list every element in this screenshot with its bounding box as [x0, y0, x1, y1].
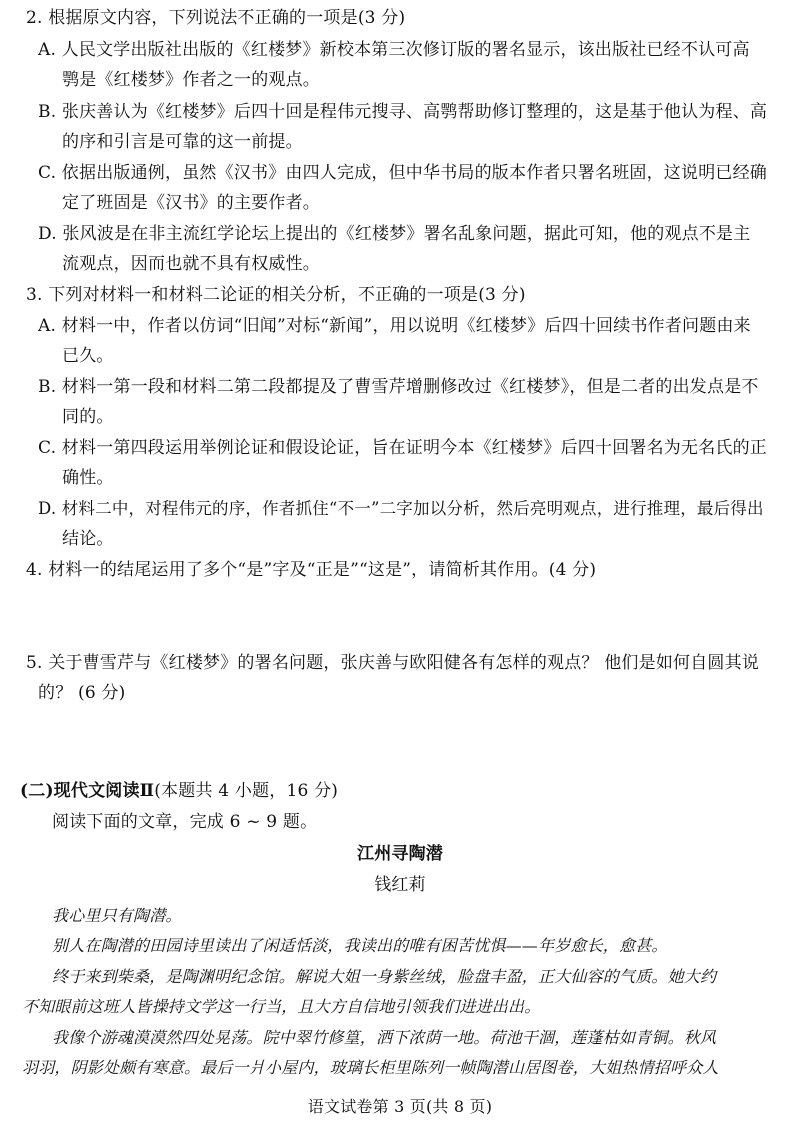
question-3-stem: 3. 下列对材料一和材料二论证的相关分析，不正确的一项是(3 分) [26, 285, 526, 305]
question-3-option-c: C. 材料一第四段运用举例论证和假设论证，旨在证明今本《红楼梦》后四十回署名为无名氏的正 [38, 438, 768, 458]
page-footer: 语文试卷第 3 页(共 8 页) [307, 1097, 493, 1116]
question-2-option-c-cont: 定了班固是《汉书》的主要作者。 [62, 193, 320, 213]
article-paragraph-4: 我像个游魂漠漠然四处晃荡。院中翠竹修篁，洒下浓荫一地。荷池干涸，莲蓬枯如青铜。秋风 [52, 1028, 717, 1047]
article-title: 江州寻陶潜 [357, 844, 443, 864]
question-2-option-b-cont: 的序和引言是可靠的这一前提。 [62, 132, 303, 152]
question-2-option-a-cont: 鹗是《红楼梦》作者之一的观点。 [62, 70, 320, 90]
question-2-option-a: A. 人民文学出版社出版的《红楼梦》新校本第三次修订版的署名显示，该出版社已经不认可高 [38, 40, 750, 60]
article-paragraph-1: 我心里只有陶潜。 [52, 906, 182, 925]
question-3-option-d: D. 材料二中，对程伟元的序，作者抓住“不一”二字加以分析，然后亮明观点，进行推理，最后得出 [38, 499, 764, 518]
question-3-option-d-cont: 结论。 [62, 529, 114, 549]
article-paragraph-3-cont: 不知眼前这班人皆操持文学这一行当，且大方自信地引领我们进进出出。 [22, 997, 541, 1016]
question-3-option-a: A. 材料一中，作者以仿词“旧闻”对标“新闻”，用以说明《红楼梦》后四十回续书作者问题由来 [38, 316, 751, 336]
question-3-option-b-cont: 同的。 [62, 407, 114, 427]
section-heading-bold: (二)现代文阅读Ⅱ [20, 781, 155, 801]
question-2-option-d-cont: 流观点，因而也就不具有权威性。 [62, 254, 320, 274]
question-3-option-c-cont: 确性。 [62, 468, 114, 488]
question-2-option-c: C. 依据出版通例，虽然《汉书》由四人完成，但中华书局的版本作者只署名班固，这说明已经确 [38, 163, 768, 183]
question-2-option-d: D. 张风波是在非主流红学论坛上提出的《红楼梦》署名乱象问题，据此可知，他的观点不是主 [38, 224, 751, 244]
article-paragraph-4-cont: 羽羽，阴影处颇有寒意。最后一爿小屋内，玻璃长柜里陈列一帧陶潜山居图卷，大姐热情招呼众人 [22, 1058, 719, 1077]
section-heading-note: (本题共 4 小题，16 分) [154, 781, 339, 801]
question-5-stem-cont: 的？ (6 分) [38, 683, 126, 703]
question-2-stem: 2. 根据原文内容，下列说法不正确的一项是(3 分) [26, 8, 406, 28]
question-3-option-b: B. 材料一第一段和材料二第二段都提及了曹雪芹增删修改过《红楼梦》，但是二者的出发点是不 [38, 377, 759, 397]
question-4-stem: 4. 材料一的结尾运用了多个“是”字及“正是”“这是”，请简析其作用。(4 分) [26, 560, 597, 580]
question-3-option-a-cont: 已久。 [62, 346, 114, 366]
section-instruction: 阅读下面的文章，完成 6 ~ 9 题。 [52, 812, 318, 832]
article-paragraph-2: 别人在陶潜的田园诗里读出了闲适恬淡，我读出的唯有困苦忧惧——年岁愈长，愈甚。 [52, 936, 668, 955]
article-paragraph-3: 终于来到柴桑，是陶渊明纪念馆。解说大姐一身紫丝绒，脸盘丰盈，正大仙容的气质。她大约 [52, 967, 717, 986]
article-author: 钱红莉 [374, 875, 426, 895]
section-heading [20, 781, 338, 801]
question-2-option-b: B. 张庆善认为《红楼梦》后四十回是程伟元搜寻、高鹗帮助修订整理的，这是基于他认为程、高 [38, 102, 768, 122]
question-5-stem: 5. 关于曹雪芹与《红楼梦》的署名问题，张庆善与欧阳健各有怎样的观点？ 他们是如何自圆其说 [26, 653, 760, 673]
